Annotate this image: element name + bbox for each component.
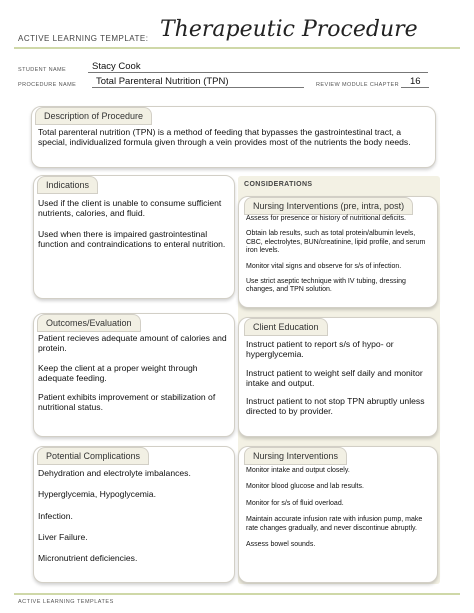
client-education-item[interactable]: Instruct patient to weight self daily and monitor intake and output. bbox=[246, 367, 423, 388]
page-title: Therapeutic Procedure bbox=[160, 17, 418, 42]
review-module-value[interactable]: 16 bbox=[410, 76, 421, 87]
procedure-name-underline bbox=[92, 87, 304, 88]
complication-item[interactable]: Dehydration and electrolyte imbalances. bbox=[38, 468, 191, 478]
client-education-list bbox=[246, 339, 432, 417]
nursing-interventions-title: Nursing Interventions bbox=[244, 447, 347, 465]
complications-title: Potential Complications bbox=[37, 447, 149, 465]
nursing-intervention-item[interactable]: Monitor for s/s of fluid overload. bbox=[246, 499, 344, 507]
complication-item[interactable]: Hyperglycemia, Hypoglycemia. bbox=[38, 489, 156, 500]
outcomes-title: Outcomes/Evaluation bbox=[37, 314, 141, 332]
procedure-name-value[interactable]: Total Parenteral Nutrition (TPN) bbox=[96, 76, 229, 87]
indication-item[interactable]: Used if the client is unable to consume sufficient nutrients, calories, and fluid. bbox=[38, 198, 222, 219]
nursing-interventions-list bbox=[246, 467, 432, 549]
indication-item[interactable]: Used when there is impaired gastrointestinal function and contraindications to enteral nutrition. bbox=[38, 228, 226, 249]
nursing-pip-item[interactable]: Use strict aseptic technique with IV tubing, dressing changes, and TPN solution. bbox=[246, 278, 406, 294]
outcome-item[interactable]: Patient recieves adequate amount of calories and protein. bbox=[38, 333, 227, 354]
outcome-item[interactable]: Keep the client at a proper weight through adequate feeding. bbox=[38, 362, 198, 383]
nursing-pip-item[interactable]: Assess for presence or history of nutritional deficits. bbox=[246, 215, 406, 222]
outcomes-list bbox=[38, 333, 230, 413]
nursing-intervention-item[interactable]: Maintain accurate infusion rate with infusion pump, make rate changes gradually, and never discontinue abruptly. bbox=[246, 516, 423, 532]
client-education-title: Client Education bbox=[244, 318, 328, 336]
template-label: ACTIVE LEARNING TEMPLATE: bbox=[18, 34, 149, 43]
indications-list bbox=[38, 198, 230, 249]
procedure-name-label: PROCEDURE NAME bbox=[18, 82, 77, 88]
footer-text: ACTIVE LEARNING TEMPLATES bbox=[18, 599, 114, 605]
student-name-underline bbox=[88, 72, 428, 73]
footer-divider bbox=[14, 593, 460, 595]
review-module-label: REVIEW MODULE CHAPTER bbox=[316, 82, 399, 88]
review-module-underline bbox=[401, 87, 429, 88]
complication-item[interactable]: Infection. bbox=[38, 510, 73, 521]
client-education-item[interactable]: Instruct patient to report s/s of hypo- or hyperglycemia. bbox=[246, 339, 394, 360]
nursing-pip-item[interactable]: Monitor vital signs and observe for s/s of infection. bbox=[246, 262, 402, 270]
complications-list bbox=[38, 468, 230, 563]
header-divider bbox=[14, 47, 460, 49]
complication-item[interactable]: Liver Failure. bbox=[38, 531, 88, 542]
description-title: Description of Procedure bbox=[35, 107, 152, 125]
indications-title: Indications bbox=[37, 176, 98, 194]
description-text[interactable]: Total parenteral nutrition (TPN) is a method of feeding that bypasses the gastrointestinal tract, a special, individualized formula given through a vein provides most of the nutrients the body needs. bbox=[38, 127, 411, 148]
nursing-intervention-item[interactable]: Monitor intake and output closely. bbox=[246, 467, 350, 474]
nursing-pip-item[interactable]: Obtain lab results, such as total protein/albumin levels, CBC, electrolytes, BUN/creatinine, lipid profile, and serum iron levels. bbox=[246, 230, 426, 255]
nursing-intervention-item[interactable]: Monitor blood glucose and lab results. bbox=[246, 483, 364, 491]
student-name-value[interactable]: Stacy Cook bbox=[92, 61, 141, 72]
nursing-pip-title: Nursing Interventions (pre, intra, post) bbox=[244, 197, 413, 215]
outcome-item[interactable]: Patient exhibits improvement or stabilization of nutritional status. bbox=[38, 392, 216, 413]
nursing-intervention-item[interactable]: Assess bowel sounds. bbox=[246, 541, 316, 549]
considerations-title: CONSIDERATIONS bbox=[244, 181, 313, 188]
client-education-item[interactable]: Instruct patient to not stop TPN abruptly unless directed to by provider. bbox=[246, 396, 425, 417]
complication-item[interactable]: Micronutrient deficiencies. bbox=[38, 553, 138, 564]
nursing-pip-list bbox=[246, 215, 432, 295]
student-name-label: STUDENT NAME bbox=[18, 67, 67, 73]
